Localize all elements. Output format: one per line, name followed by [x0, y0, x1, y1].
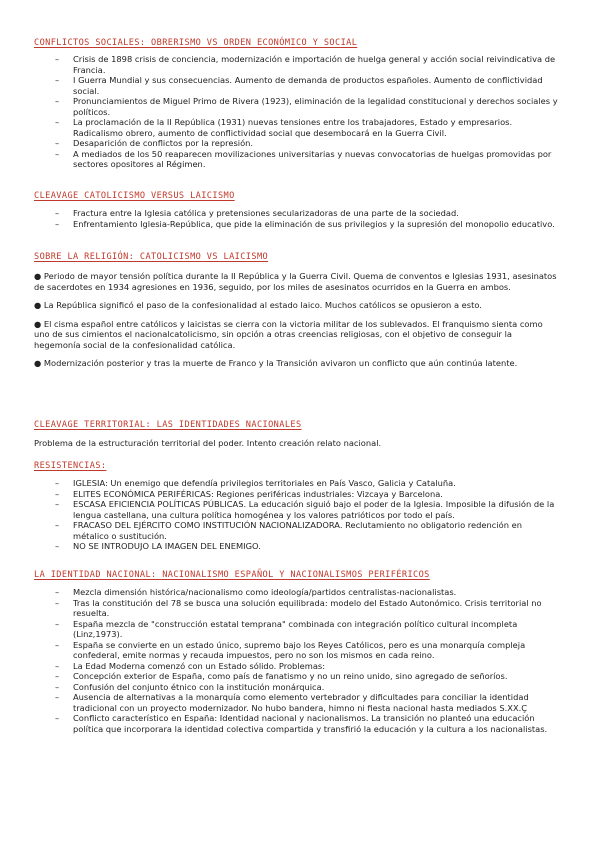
paragraph: ● La República significó el paso de la confesionalidad al estado laico. Muchos católicos se opusieron a esto.	[34, 300, 482, 310]
section-heading: CLEAVAGE CATOLICISMO VERSUS LAICISMO	[34, 191, 235, 201]
list-item: – Tras la constitución del 78 se busca una solución equilibrada: modelo del Estado Autonómico. Crisis territorial no resuelta.	[0, 598, 599, 619]
bullet-list	[0, 478, 599, 552]
list-item: – Desaparición de conflictos por la represión.	[0, 138, 599, 149]
list-item: – Enfrentamiento Iglesia-República, que pide la eliminación de sus privilegios y la supresión del monopolio educativo.	[0, 219, 599, 230]
list-item: – IGLESIA: Un enemigo que defendía privilegios territoriales en País Vasco, Galicia y Cataluña.	[0, 478, 599, 489]
paragraph: ● Modernización posterior y tras la muerte de Franco y la Transición avivaron un conflicto que aún continúa latente.	[34, 358, 518, 368]
section-cleavage-religion	[0, 191, 599, 229]
list-item: – NO SE INTRODUJO LA IMAGEN DEL ENEMIGO.	[0, 541, 599, 552]
list-item: – Confusión del conjunto étnico con la institución monárquica.	[0, 682, 599, 693]
section-territorial	[0, 420, 599, 449]
list-item: – Crisis de 1898 crisis de conciencia, modernización e importación de huelga general y acción social reivindicativa de Francia.	[0, 54, 599, 75]
bullet-list	[0, 208, 599, 229]
section-resistances	[0, 461, 599, 552]
section-heading: LA IDENTIDAD NACIONAL: NACIONALISMO ESPAÑOL Y NACIONALISMOS PERIFÉRICOS	[34, 570, 430, 580]
list-item: – España se convierte en un estado único, supremo bajo los Reyes Católicos, pero es una monarquía compleja confederal, emite normas y recauda impuestos, pero no son los mismos en cada reino.	[0, 640, 599, 661]
list-item: – España mezcla de "construcción estatal temprana" combinada con integración político cultural incompleta (Linz,1973).	[0, 619, 599, 640]
section-social-conflicts	[0, 38, 599, 170]
list-item: – Pronunciamientos de Miguel Primo de Rivera (1923), eliminación de la legalidad constitucional y derechos sociales y políticos.	[0, 96, 599, 117]
section-heading: SOBRE LA RELIGIÓN: CATOLICISMO VS LAICISMO	[34, 252, 269, 262]
section-heading: CONFLICTOS SOCIALES: OBRERISMO VS ORDEN ECONÓMICO Y SOCIAL	[34, 38, 358, 48]
paragraph: ● Periodo de mayor tensión política durante la II República y la Guerra Civil. Quema de conventos e Iglesias 1931, asesinatos de sacerdotes en 1934 agresiones en 1936, seguido, por los miles de asesinatos ocurridos en la Guerra en ambos.	[34, 271, 557, 292]
list-item: – La proclamación de la II República (1931) nuevas tensiones entre los trabajadores, Estado y empresarios. Radicalismo obrero, aumento de conflictividad social que desembocará en la Guerra Civil.	[0, 117, 599, 138]
list-item: – Fractura entre la Iglesia católica y pretensiones secularizadoras de una parte de la sociedad.	[0, 208, 599, 219]
paragraph: ● El cisma español entre católicos y laicistas se cierra con la victoria militar de los sublevados. El franquismo sienta como uno de sus cimientos el nacionalcatolicismo, sin opción a otras creencias religiosas, con el objetivo de conseguir la hegemonía social de la confesionalidad católica.	[34, 318, 543, 350]
section-heading: RESISTENCIAS:	[34, 461, 107, 471]
list-item: – I Guerra Mundial y sus consecuencias. Aumento de demanda de productos españoles. Aumento de conflictividad social.	[0, 75, 599, 96]
list-item: – Mezcla dimensión histórica/nacionalismo como ideología/partidos centralistas-nacionalistas.	[0, 587, 599, 598]
list-item: – La Edad Moderna comenzó con un Estado sólido. Problemas:	[0, 661, 599, 672]
paragraph: Problema de la estructuración territorial del poder. Intento creación relato nacional.	[34, 438, 382, 448]
list-item: – A mediados de los 50 reaparecen movilizaciones universitarias y nuevas convocatorias de huelgas promovidas por sectores opositores al Régimen.	[0, 149, 599, 170]
section-heading: CLEAVAGE TERRITORIAL: LAS IDENTIDADES NACIONALES	[34, 420, 302, 430]
list-item: – FRACASO DEL EJÉRCITO COMO INSTITUCIÓN NACIONALIZADORA. Reclutamiento no obligatorio redención en métalico o sustitución.	[0, 520, 599, 541]
list-item: – Conflicto característico en España: Identidad nacional y nacionalismos. La transición no planteó una educación política que incorporara la identidad colectiva compartida y transfirió la educación y la cultura a los nacionalistas.	[0, 713, 599, 734]
bullet-list	[0, 587, 599, 734]
list-item: – ELITES ECONÓMICA PERIFÉRICAS: Regiones periféricas industriales: Vizcaya y Barcelona.	[0, 489, 599, 500]
list-item: – Ausencia de alternativas a la monarquía como elemento vertebrador y dificultades para conciliar la identidad tradicional con un proyecto modernizador. No hubo bandera, himno ni fiesta nacional hasta mediados S.XX.Ç	[0, 692, 599, 713]
bullet-list	[0, 54, 599, 170]
list-item: – ESCASA EFICIENCIA POLÍTICAS PÚBLICAS. La educación siguió bajo el poder de la Iglesia. Imposible la difusión de la lengua castellana, una cultura política homogénea y los valores patrióticos por todo el país.	[0, 499, 599, 520]
section-national-identity	[0, 570, 599, 734]
section-religion	[0, 252, 599, 369]
list-item: – Concepción exterior de España, como país de fanatismo y no un reino unido, sino agregado de señoríos.	[0, 671, 599, 682]
